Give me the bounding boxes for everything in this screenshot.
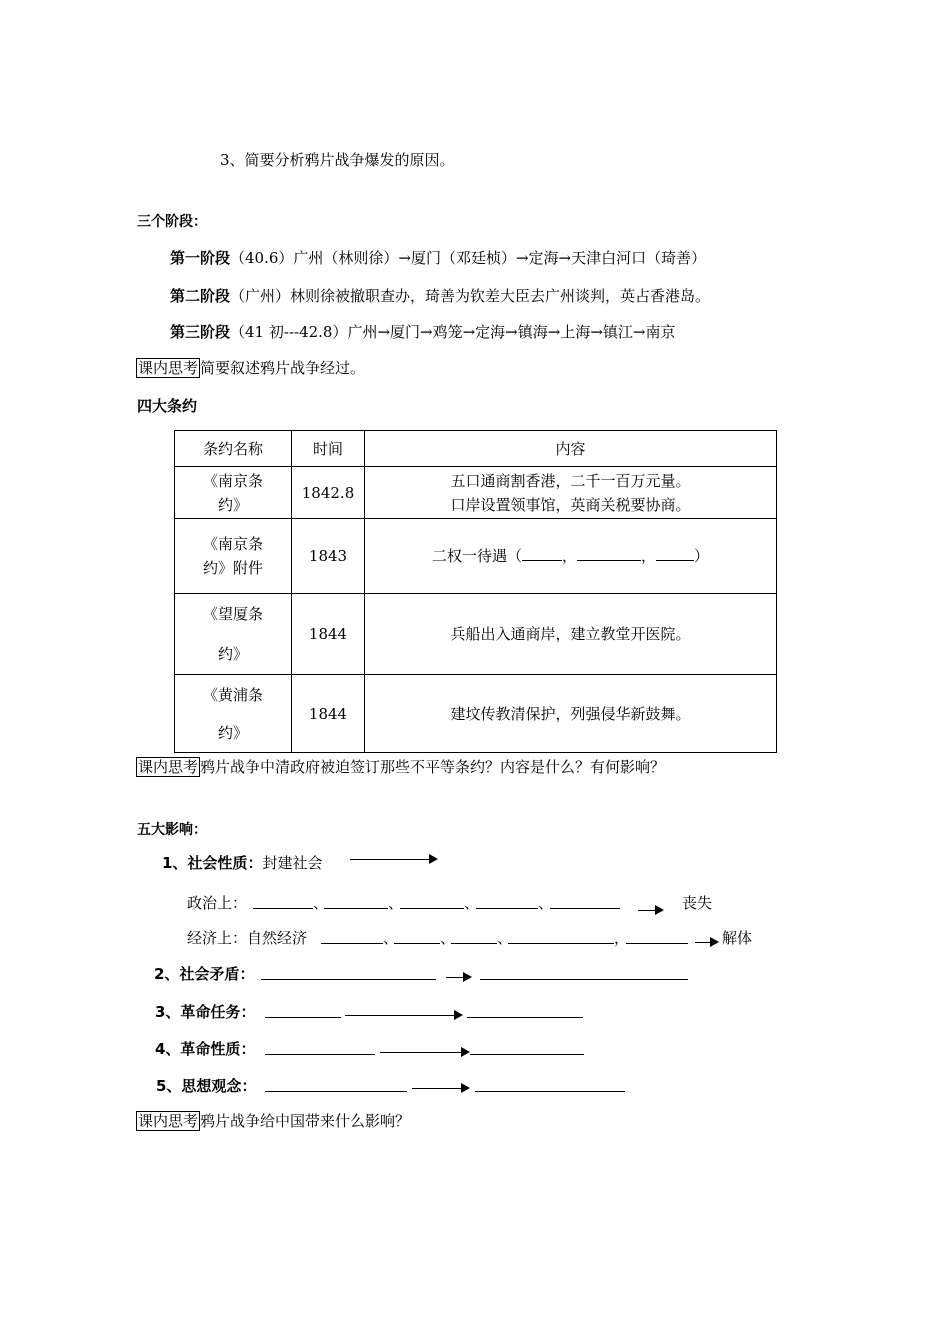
think-label: 课内思考 xyxy=(138,1112,199,1130)
fill-blank[interactable] xyxy=(470,1054,584,1055)
treaty-name: 《南京条约》附件 xyxy=(175,519,292,594)
fill-blank[interactable] xyxy=(480,979,688,980)
think-2 xyxy=(136,757,665,777)
header-content: 内容 xyxy=(365,431,777,467)
fill-blank[interactable] xyxy=(400,908,464,909)
treaty-time: 1842.8 xyxy=(292,467,365,519)
arrow-icon xyxy=(446,977,470,978)
political-line xyxy=(187,893,247,913)
fill-blank[interactable] xyxy=(321,943,383,944)
arrow-icon xyxy=(345,1015,461,1016)
stages-heading: 三个阶段： xyxy=(137,214,207,230)
impact-3-label: 3、革命任务： xyxy=(155,1003,256,1021)
table-row xyxy=(175,519,777,594)
think-3-text: 鸦片战争给中国带来什么影响？ xyxy=(200,1112,411,1130)
fill-blank[interactable] xyxy=(253,908,313,909)
table-row xyxy=(175,675,777,753)
treaty-content: 兵船出入通商岸，建立教堂开医院。 xyxy=(365,594,777,675)
table-header-row xyxy=(175,431,777,467)
fill-blank[interactable] xyxy=(394,943,440,944)
stage-1 xyxy=(170,248,706,268)
impact-5-label: 5、思想观念： xyxy=(156,1077,257,1095)
impacts-heading: 五大影响： xyxy=(137,822,207,838)
stage-2-text: （广州）林则徐被撤职查办，琦善为钦差大臣去广州谈判，英占香港岛。 xyxy=(230,287,711,305)
arrow-icon xyxy=(695,942,717,943)
stage-3 xyxy=(170,322,675,342)
think-1-text: 简要叙述鸦片战争经过。 xyxy=(200,359,366,377)
table-row xyxy=(175,467,777,519)
fill-blank[interactable] xyxy=(475,1091,625,1092)
fill-blank[interactable] xyxy=(261,979,436,980)
impact-2-label: 2、社会矛盾： xyxy=(154,965,255,983)
fill-blank[interactable] xyxy=(265,1054,375,1055)
political-label: 政治上： xyxy=(187,894,248,912)
fill-blank[interactable] xyxy=(467,1017,583,1018)
arrow-icon xyxy=(412,1088,468,1089)
treaty-time: 1843 xyxy=(292,519,365,594)
treaty-name: 《望厦条约》 xyxy=(175,594,292,675)
think-label: 课内思考 xyxy=(138,758,199,776)
table-row xyxy=(175,594,777,675)
economic-label: 经济上：自然经济 xyxy=(187,929,308,947)
stage-1-text: （40.6）广州（林则徐）→厦门（邓廷桢）→定海→天津白河口（琦善） xyxy=(230,249,707,267)
treaty-name: 《黄浦条约》 xyxy=(175,675,292,753)
stage-3-label: 第三阶段 xyxy=(170,323,231,341)
fill-blank[interactable] xyxy=(324,908,388,909)
economic-line xyxy=(187,928,307,948)
fill-blank[interactable] xyxy=(577,546,641,561)
stage-2-label: 第二阶段 xyxy=(170,287,231,305)
fill-blank[interactable] xyxy=(451,943,497,944)
stage-2 xyxy=(170,286,710,306)
stage-1-label: 第一阶段 xyxy=(170,249,231,267)
treaty-content: 二权一待遇（ ， ， ） xyxy=(365,519,777,594)
treaty-name: 《南京条约》 xyxy=(175,467,292,519)
think-2-text: 鸦片战争中清政府被迫签订那些不平等条约？内容是什么？有何影响？ xyxy=(200,758,666,776)
fill-blank[interactable] xyxy=(522,546,562,561)
think-1 xyxy=(136,358,365,378)
impact-4-label: 4、革命性质： xyxy=(155,1040,256,1058)
think-label: 课内思考 xyxy=(138,359,199,377)
treaty-time: 1844 xyxy=(292,594,365,675)
economic-end: 解体 xyxy=(722,929,753,947)
header-name: 条约名称 xyxy=(175,431,292,467)
treaty-table xyxy=(174,430,777,753)
arrow-icon xyxy=(380,1052,468,1053)
fill-blank[interactable] xyxy=(265,1091,407,1092)
header-time: 时间 xyxy=(292,431,365,467)
treaties-heading: 四大条约 xyxy=(137,397,198,415)
fill-blank[interactable] xyxy=(550,908,620,909)
treaty-content: 五口通商割香港，二千一百万元量。 口岸设置领事馆，英商关税要协商。 xyxy=(365,467,777,519)
impact-1 xyxy=(162,853,322,873)
political-end: 丧失 xyxy=(682,894,713,912)
fill-blank[interactable] xyxy=(476,908,538,909)
fill-blank[interactable] xyxy=(508,943,614,944)
think-3 xyxy=(136,1111,410,1131)
stage-3-text: （41 初---42.8）广州→厦门→鸡笼→定海→镇海→上海→镇江→南京 xyxy=(230,323,676,341)
arrow-icon xyxy=(638,910,662,911)
treaty-content: 建坟传教清保护，列强侵华新鼓舞。 xyxy=(365,675,777,753)
impact-1-label: 1、社会性质： xyxy=(162,854,263,872)
treaty-time: 1844 xyxy=(292,675,365,753)
fill-blank[interactable] xyxy=(626,943,688,944)
question-3: 3、简要分析鸦片战争爆发的原因。 xyxy=(220,151,455,169)
fill-blank[interactable] xyxy=(656,546,694,561)
arrow-icon xyxy=(350,859,436,860)
fill-blank[interactable] xyxy=(265,1017,341,1018)
impact-1-text: 封建社会 xyxy=(262,854,323,872)
